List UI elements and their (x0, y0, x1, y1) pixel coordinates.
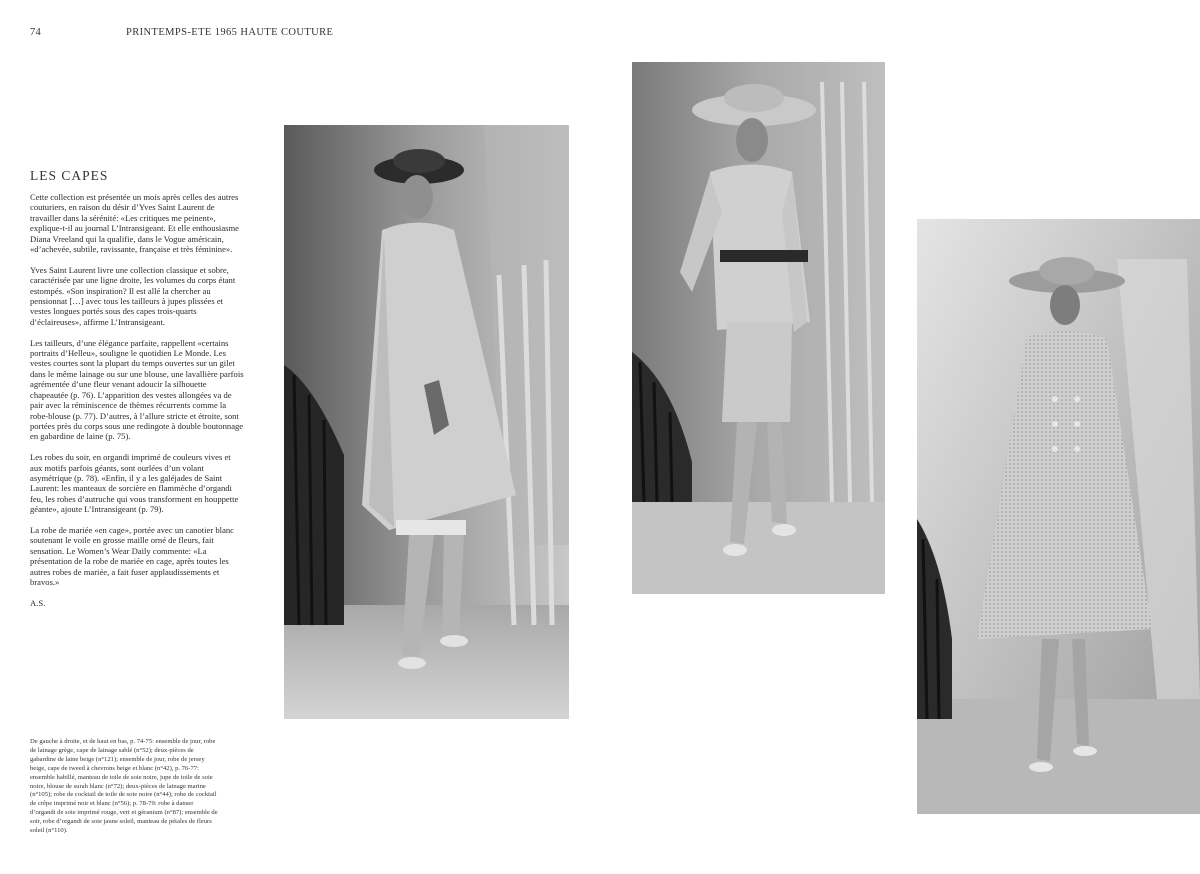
article-paragraph: Les tailleurs, d’une élégance parfaite, rappellent «certains portraits d’Helleu», souligne le quotidien Le Monde. Les vestes courtes sont la plupart du temps ouvertes sur un gilet dans le même lainage ou sur une blouse, une lavallière parfois agrémentée d’une fleur venant adoucir la silhouette chapeautée (p. 76). L’apparition des vestes allongées va de pair avec la réminiscence de thèmes récurrents comme la robe-blouse (p. 77). D’autres, à l’allure stricte et étroite, sont portées près du corps sous une redingote à double boutonnage en gabardine de laine (p. 75). (30, 337, 244, 442)
photo-caption: De gauche à droite, et de haut en bas, p. 74-75: ensemble de jour, robe de lainage grège, cape de lainage sablé (n°52); deux-pièces de gabardine de laine beige (n°121); ensemble de jour, robe de jersey beige, cape de tweed à chevrons beige et blanc (n°42), p. 76-77: ensemble habillé, manteau de toile de soie noire, jupe de toile de soie noire, blouse de surah blanc (n°72); deux-pièces de lainage marine (n°105); robe de cocktail de toile de soie noire (n°44); robe de cocktail de crêpe imprimé noir et blanc (n°56); p. 78-79: robe à danser d’organdi de soie imprimé rouge, vert et géranium (n°87); ensemble de soir, robe d’organdi de soie jaune soleil, manteau de pétales de fleurs soleil (n°110). (30, 738, 218, 835)
author-signature: A.S. (30, 597, 46, 608)
photo-two-piece-suit-image (632, 62, 885, 594)
photo-two-piece-suit (632, 62, 885, 594)
article-body (30, 192, 244, 619)
photo-tweed-cape-image (917, 219, 1200, 814)
article-paragraph: Les robes du soir, en organdi imprimé de couleurs vives et aux motifs parfois géants, sont ourlées d’un volant asymétrique (p. 78). «Enfin, il y a les galéjades de Saint Laurent: les manteaux de sorcière en flammèche d’organdi feu, les robes d’autruche qui vous transforment en houppette géante», ajoute L’Intransigeant (p. 79). (30, 452, 239, 515)
photo-cape-ensemble (284, 125, 569, 719)
photo-tweed-cape (917, 219, 1200, 814)
section-title: LES CAPES (30, 168, 109, 183)
article-paragraph: La robe de mariée «en cage», portée avec un canotier blanc soutenant le voile en grosse maille orné de fleurs, fait sensation. Le Women’s Wear Daily commente: «La présentation de la robe de mariée en cage, après toutes les autres robes de mariée, a fait fuser applaudissements et bravos.» (30, 524, 234, 587)
article-paragraph: Yves Saint Laurent livre une collection classique et sobre, caractérisée par une ligne droite, les volumes du corps étant estompés. «Son inspiration? Il est allé la chercher au pensionnat […] avec tous les tailleurs à jupes plissées et vestes longues portés sous des capes trois-quarts d’éclaireuses», affirme L’Intransigeant. (30, 264, 236, 327)
photo-cape-ensemble-image (284, 125, 569, 719)
page-number: 74 (30, 27, 42, 38)
running-title: PRINTEMPS-ETE 1965 HAUTE COUTURE (126, 27, 334, 38)
article-paragraph: Cette collection est présentée un mois après celles des autres couturiers, en raison du désir d’Yves Saint Laurent de travailler dans la sérénité: «Les critiques me peinent», explique-t-il au journal L’Intransigeant. Et elle enthousiasme Diana Vreeland qui la qualifie, dans le Vogue américain, «d’achevée, subtile, ravissante, française et très féminine». (30, 192, 239, 255)
